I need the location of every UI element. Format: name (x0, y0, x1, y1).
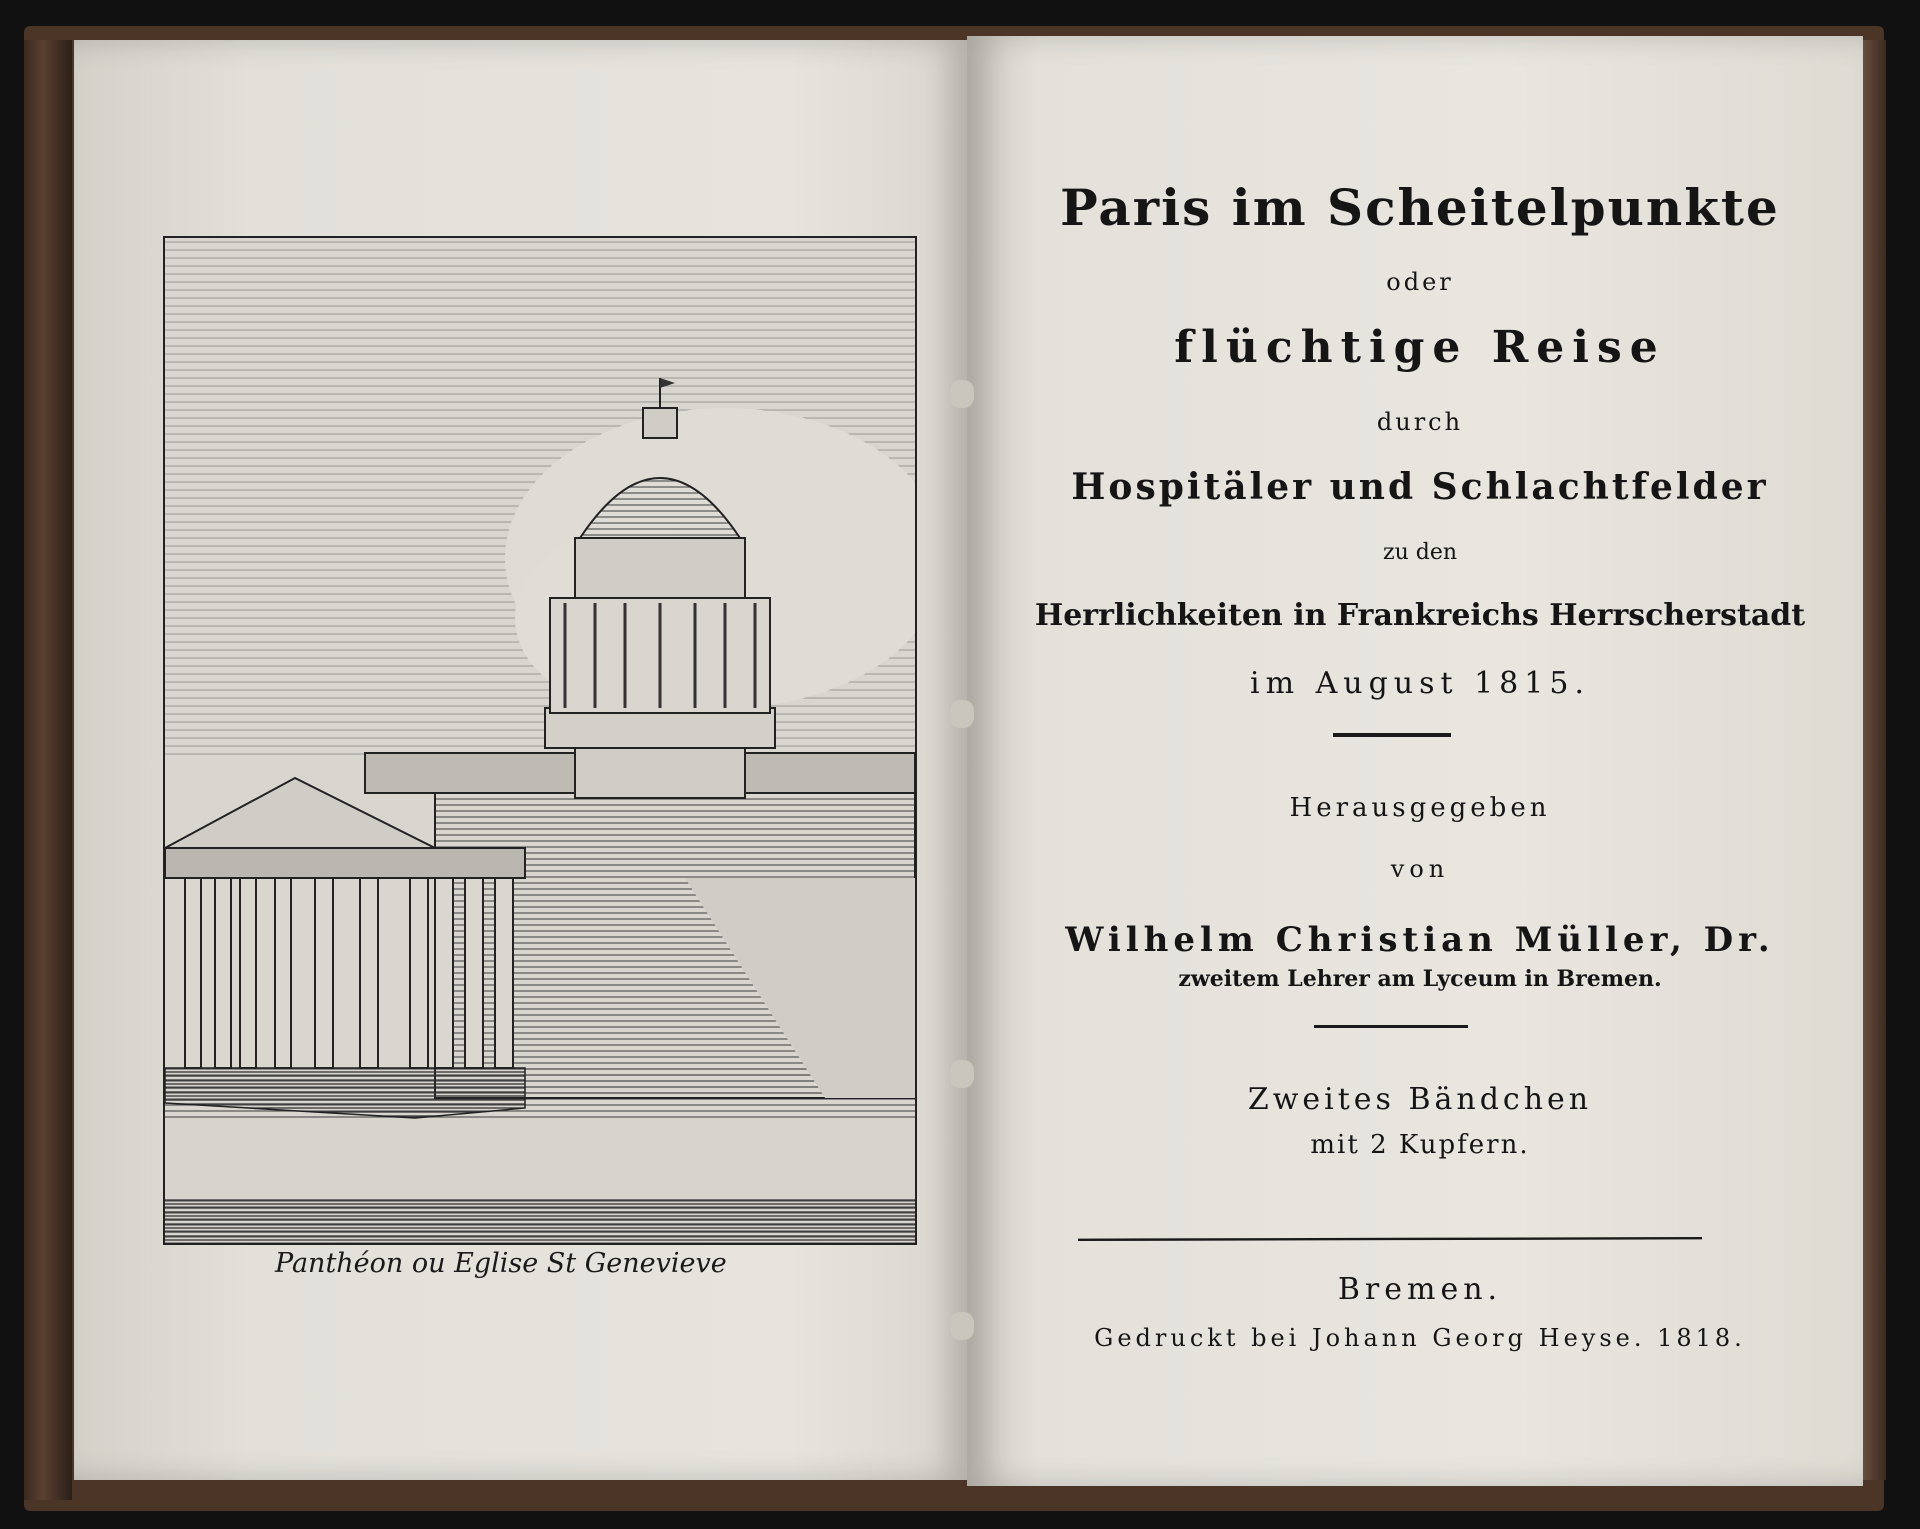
imprint-printer: Gedruckt bei Johann Georg Heyse. 1818. (1094, 1324, 1746, 1352)
published-by-label: Herausgegeben (1289, 793, 1551, 823)
connector-zu-den: zu den (1382, 540, 1458, 565)
right-page (967, 36, 1863, 1486)
divider-rule (1333, 733, 1451, 737)
volume-label: Zweites Bändchen (1247, 1082, 1593, 1117)
connector-oder: oder (1386, 268, 1454, 296)
engraving-caption: Panthéon ou Eglise St Genevieve (275, 1248, 727, 1279)
plates-label: mit 2 Kupfern. (1310, 1130, 1530, 1160)
connector-durch: durch (1376, 408, 1464, 436)
divider-rule (1314, 1025, 1468, 1028)
gutter-stitch (950, 1312, 974, 1340)
author-role: zweitem Lehrer am Lyceum in Bremen. (1178, 966, 1662, 992)
subtitle-herrlichkeiten: Herrlichkeiten in Frankreichs Herrscherstadt (1034, 598, 1806, 633)
subtitle-fluechtige-reise: flüchtige Reise (1174, 322, 1666, 373)
gutter-stitch (950, 380, 974, 408)
subtitle-hospitaeler: Hospitäler und Schlachtfelder (1071, 466, 1769, 508)
author-name: Wilhelm Christian Müller, Dr. (1065, 920, 1775, 960)
imprint-place: Bremen. (1337, 1272, 1503, 1307)
gutter-stitch (950, 700, 974, 728)
marbled-board-edge (24, 40, 72, 1500)
date-line: im August 1815. (1250, 666, 1590, 701)
gutter-stitch (950, 1060, 974, 1088)
engraving-pantheon (163, 236, 917, 1245)
book-title: Paris im Scheitelpunkte (1060, 178, 1780, 237)
right-board-edge (1862, 40, 1886, 1480)
pantheon-engraving-image (165, 238, 915, 1243)
by-label: von (1390, 855, 1450, 883)
